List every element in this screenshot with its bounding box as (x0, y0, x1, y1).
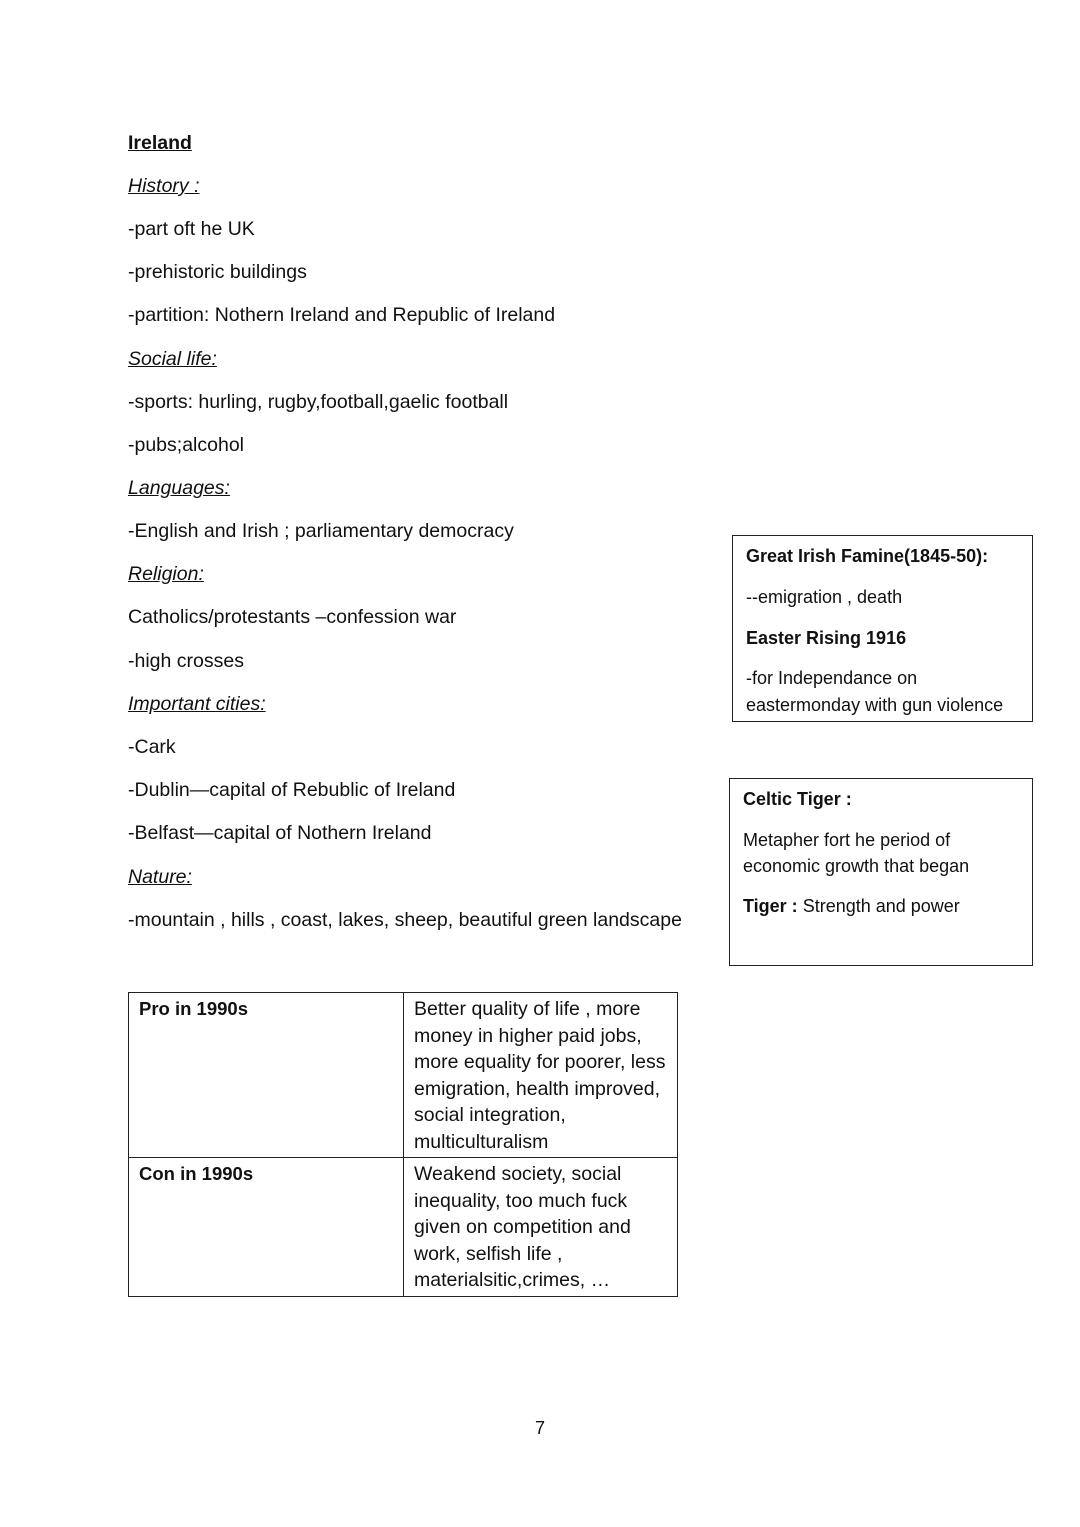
religion-heading: Religion: (128, 563, 204, 585)
social-life-item: -sports: hurling, rugby,football,gaelic football (128, 391, 509, 413)
social-life-item: -pubs;alcohol (128, 434, 244, 456)
tiger-text: Strength and power (797, 896, 960, 916)
cities-heading: Important cities: (128, 693, 266, 715)
languages-heading: Languages: (128, 477, 230, 499)
famine-text: --emigration , death (746, 587, 903, 607)
pro-text: Better quality of life , more money in higher paid jobs, more equality for poorer, less emigration, health improved, social integration, multiculturalism (404, 993, 678, 1158)
history-heading: History : (128, 175, 200, 197)
celtic-tiger-box (729, 778, 1033, 966)
con-text: Weakend society, social inequality, too much fuck given on competition and work, selfish life , materialsitic,crimes, … (404, 1158, 678, 1297)
cities-item: -Cark (128, 736, 176, 758)
languages-item: -English and Irish ; parliamentary democracy (128, 520, 514, 542)
easter-rising-text-line2: eastermonday with gun violence (746, 695, 1004, 715)
famine-heading: Great Irish Famine(1845-50): (746, 546, 989, 566)
cities-item: -Dublin—capital of Rebublic of Ireland (128, 779, 456, 801)
pro-label: Pro in 1990s (129, 993, 404, 1158)
pro-con-table (128, 992, 678, 1297)
tiger-definition (743, 894, 960, 918)
table-row (129, 1158, 678, 1297)
con-label: Con in 1990s (129, 1158, 404, 1297)
history-item: -partition: Nothern Ireland and Republic of Ireland (128, 304, 556, 326)
table-row (129, 993, 678, 1158)
cities-item: -Belfast—capital of Nothern Ireland (128, 822, 432, 844)
nature-heading: Nature: (128, 866, 192, 888)
page-title: Ireland (128, 132, 192, 154)
nature-item: -mountain , hills , coast, lakes, sheep, beautiful green landscape (128, 909, 682, 931)
religion-item: -high crosses (128, 650, 244, 672)
famine-easter-box (732, 535, 1033, 722)
page-number: 7 (534, 1418, 545, 1438)
tiger-label: Tiger : (743, 896, 798, 916)
celtic-tiger-text-line1: Metapher fort he period of (743, 830, 951, 850)
celtic-tiger-heading: Celtic Tiger : (743, 789, 852, 809)
history-item: -prehistoric buildings (128, 261, 307, 283)
religion-item: Catholics/protestants –confession war (128, 606, 457, 628)
history-item: -part oft he UK (128, 218, 255, 240)
easter-rising-heading: Easter Rising 1916 (746, 628, 907, 648)
social-life-heading: Social life: (128, 348, 217, 370)
celtic-tiger-text-line2: economic growth that began (743, 856, 970, 876)
easter-rising-text-line1: -for Independance on (746, 668, 918, 688)
